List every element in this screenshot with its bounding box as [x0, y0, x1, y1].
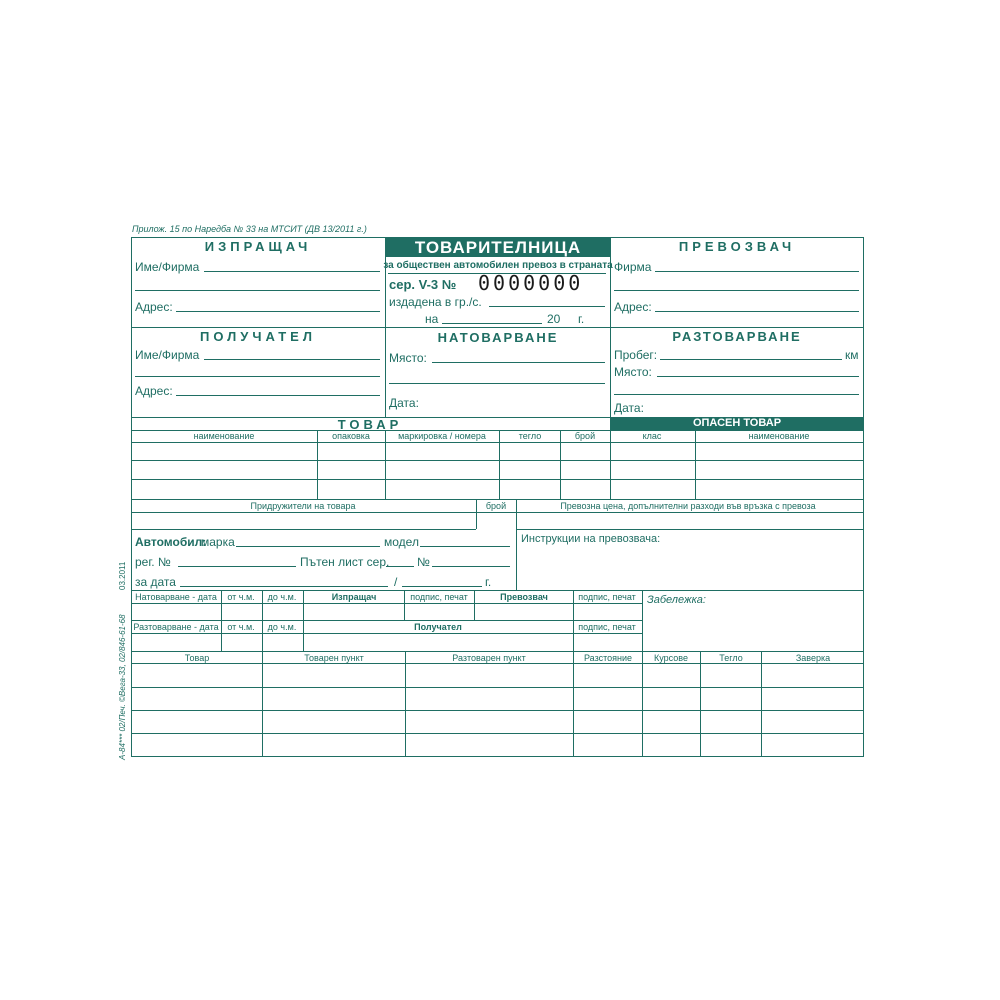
issued-date-field[interactable] — [442, 323, 542, 324]
vehicle-slash: / — [394, 575, 398, 589]
sender-heading: ИЗПРАЩАЧ — [204, 239, 312, 254]
loading-row-sig2: подпис, печат — [578, 592, 636, 602]
receiver-name-field-2[interactable] — [135, 376, 380, 377]
goods-col-name: наименование — [193, 431, 255, 441]
route-col-distance: Разстояние — [583, 653, 633, 663]
route-col-loading-point: Товарен пункт — [304, 653, 364, 663]
on-label: на — [425, 312, 439, 326]
loading-date-label: Дата: — [389, 396, 419, 410]
form-title: ТОВАРИТЕЛНИЦА — [414, 238, 582, 257]
receiver-address-label: Адрес: — [135, 384, 173, 398]
carrier-firm-field[interactable] — [655, 271, 859, 272]
unloading-row-sig: подпис, печат — [578, 622, 636, 632]
goods-row-3[interactable] — [131, 499, 864, 500]
loading-row-sender: Изпращач — [331, 592, 377, 602]
route-col-weight: Тегло — [719, 653, 743, 663]
unloading-row-label: Разтоварване - дата — [133, 622, 219, 632]
side-code: 03.2011 — [118, 561, 127, 590]
price-label: Превозна цена, допълнителни разходи във връзка с превоза — [560, 501, 816, 511]
receiver-name-label: Име/Фирма — [135, 348, 200, 362]
year-suffix: г. — [578, 312, 585, 326]
unloading-row-receiver: Получател — [414, 622, 462, 632]
unloading-place-label: Място: — [614, 365, 652, 379]
carrier-address-field[interactable] — [655, 311, 859, 312]
route-row-1[interactable] — [131, 687, 864, 688]
unloading-row-to: до ч.м. — [267, 622, 297, 632]
dangerous-col-class: клас — [642, 431, 662, 441]
serial-number: 0000000 — [478, 271, 584, 295]
route-col-unloading-point: Разтоварен пункт — [452, 653, 526, 663]
route-col-certification: Заверка — [795, 653, 831, 663]
loading-heading: НАТОВАРВАНЕ — [437, 330, 559, 345]
loading-place-field-2[interactable] — [389, 383, 605, 384]
series-label: сер. V-3 № — [389, 277, 457, 292]
vehicle-date-field[interactable] — [180, 586, 388, 587]
loading-row-sig: подпис, печат — [410, 592, 468, 602]
goods-col-packing: опаковка — [332, 431, 370, 441]
carrier-address-label: Адрес: — [614, 300, 652, 314]
mileage-field[interactable] — [660, 359, 842, 360]
vehicle-model-label: модел — [384, 535, 419, 549]
mileage-label: Пробег: — [614, 348, 658, 362]
unloading-row-from: от ч.м. — [227, 622, 255, 632]
vehicle-model-field[interactable] — [420, 546, 510, 547]
loading-row-to: до ч.м. — [267, 592, 297, 602]
route-col-trips: Курсове — [654, 653, 688, 663]
side-print: A-84*** 02/Печ. ©Вега-33, 02/846-61-68 — [118, 614, 127, 760]
note-label: Забележка: — [647, 594, 706, 606]
loading-row-label: Натоварване - дата — [135, 592, 217, 602]
dangerous-col-name: наименование — [748, 431, 810, 441]
carrier-heading: ПРЕВОЗВАЧ — [678, 239, 796, 254]
carrier-firm-label: Фирма — [614, 260, 652, 274]
loading-place-field[interactable] — [432, 362, 605, 363]
goods-col-marking: маркировка / номера — [398, 431, 486, 441]
receiver-name-field[interactable] — [204, 359, 380, 360]
sender-address-field[interactable] — [176, 311, 380, 312]
km-label: км — [845, 348, 859, 362]
sender-address-label: Адрес: — [135, 300, 173, 314]
carrier-firm-field-2[interactable] — [614, 290, 859, 291]
sender-name-label: Име/Фирма — [135, 260, 200, 274]
unloading-heading: РАЗТОВАРВАНЕ — [672, 329, 802, 344]
goods-row-2[interactable] — [131, 479, 864, 480]
vehicle-reg-label: рег. № — [135, 555, 171, 569]
form-frame — [131, 237, 864, 757]
receiver-heading: ПОЛУЧАТЕЛ — [200, 329, 316, 344]
route-row-3[interactable] — [131, 733, 864, 734]
receiver-address-field[interactable] — [176, 395, 380, 396]
waybill-no-label: № — [417, 555, 430, 569]
loading-row-from: от ч.м. — [227, 592, 255, 602]
dangerous-heading: ОПАСЕН ТОВАР — [692, 417, 782, 429]
sender-name-field-2[interactable] — [135, 290, 380, 291]
issued-in-label: издадена в гр./с. — [389, 295, 482, 309]
docs-label: Придружители на товара — [250, 501, 356, 511]
unloading-place-field[interactable] — [657, 376, 859, 377]
docs-count-label: брой — [485, 501, 507, 511]
vehicle-make-field[interactable] — [236, 546, 380, 547]
unloading-date-label: Дата: — [614, 401, 644, 415]
unloading-place-field-2[interactable] — [614, 394, 859, 395]
waybill-series-field[interactable] — [386, 566, 414, 567]
goods-row-1[interactable] — [131, 460, 864, 461]
form-subtitle: за обществен автомобилен превоз в страната — [383, 260, 613, 271]
waybill-label: Пътен лист сер. — [300, 555, 390, 569]
issued-in-field[interactable] — [489, 306, 605, 307]
year-label: 20 — [547, 312, 561, 326]
vehicle-year-suffix: г. — [485, 575, 492, 589]
vehicle-label: Автомобил: — [135, 535, 207, 549]
vehicle-date-field-2[interactable] — [402, 586, 482, 587]
loading-place-label: Място: — [389, 351, 427, 365]
route-row-2[interactable] — [131, 710, 864, 711]
instructions-label: Инструкции на превозвача: — [521, 533, 661, 545]
vehicle-make-label: марка — [201, 535, 235, 549]
goods-col-count: брой — [574, 431, 596, 441]
regulation-note: Прилож. 15 по Наредба № 33 на МТСИТ (ДВ 13/2011 г.) — [132, 224, 367, 234]
goods-heading: ТОВАР — [337, 417, 403, 432]
vehicle-date-label: за дата — [135, 575, 176, 589]
goods-col-weight: тегло — [518, 431, 542, 441]
waybill-no-field[interactable] — [432, 566, 510, 567]
route-col-goods: Товар — [184, 653, 210, 663]
vehicle-reg-field[interactable] — [178, 566, 296, 567]
loading-row-carrier: Превозвач — [500, 592, 548, 602]
sender-name-field[interactable] — [204, 271, 380, 272]
